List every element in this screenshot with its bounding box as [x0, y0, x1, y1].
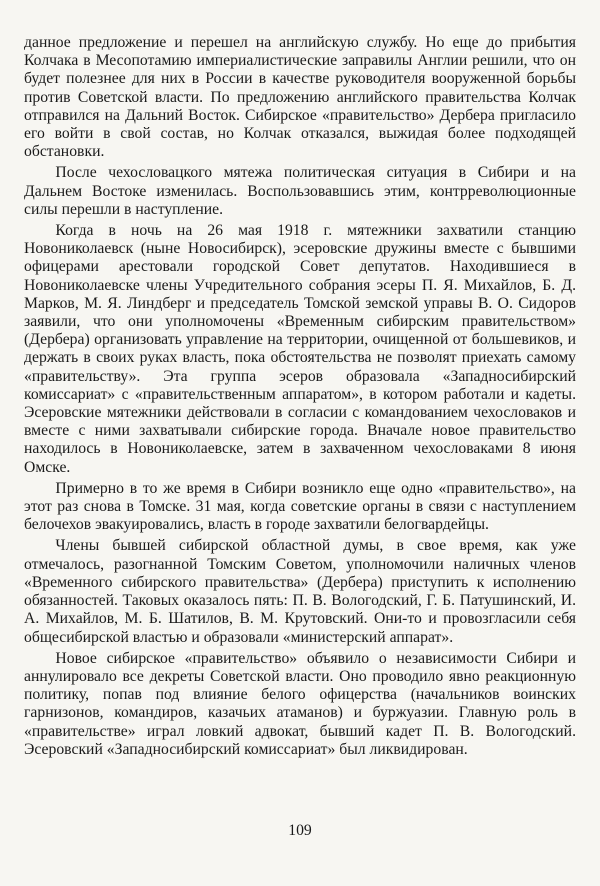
paragraph: Примерно в то же время в Сибири возникло еще одно «правительство», на этот раз снова в Томске. 31 мая, когда советские органы в связи с наступлением белочехов эвакуировались, власть в городе захватили белогвардейцы. — [24, 479, 576, 534]
paragraph: После чехословацкого мятежа политическая ситуация в Сибири и на Дальнем Востоке изменилась. Воспользовавшись этим, контрреволюционные силы перешли в наступление. — [24, 164, 576, 218]
page-text-block — [24, 34, 576, 762]
paragraph: Когда в ночь на 26 мая 1918 г. мятежники захватили станцию Новониколаевск (ныне Новосибирск), эсеровские дружины вместе с бывшими офицерами арестовали городской Совет депутатов. Находившиеся в Новониколаевске члены Учредительного собрания эсеры П. Я. Михайлов, Б. Д. Марков, М. Я. Линдберг и председатель Томской земской управы В. О. Сидоров заявили, что они уполномочены «Временным сибирским правительством» (Дербера) организовать управление на территории, очищенной от большевиков, и держать в своих руках власть, пока обстоятельства не позволят приехать самому «правительству». Эта группа эсеров образовала «Западносибирский комиссариат» с «правительственным аппаратом», в котором работали и кадеты. Эсеровские мятежники действовали в согласии с командованием чехословаков и вместе с ними захватывали сибирские города. Вначале новое правительство находилось в Новониколаевске, затем в захваченном чехословаками 8 июня Омске. — [24, 222, 576, 476]
paragraph: Члены бывшей сибирской областной думы, в свое время, как уже отмечалось, разогнанной Томским Советом, уполномочили наличных членов «Временного сибирского правительства» (Дербера) приступить к исполнению обязанностей. Таковых оказалось пять: П. В. Вологодский, Г. Б. Патушинский, И. А. Михайлов, М. Б. Шатилов, В. М. Крутовский. Они-то и провозгласили себя общесибирской властью и образовали «министерский аппарат». — [24, 537, 576, 646]
paragraph-continuation: данное предложение и перешел на английскую службу. Но еще до прибытия Колчака в Месопотамию империалистические заправилы Англии решили, что он будет полезнее для них в России в качестве руководителя вооруженной борьбы против Советской власти. По предложению английского правительства Колчак отправился на Дальний Восток. Сибирское «правительство» Дербера пригласило его войти в свой состав, но Колчак отказался, выжидая более подходящей обстановки. — [24, 34, 576, 161]
page-number: 109 — [288, 822, 312, 839]
paragraph: Новое сибирское «правительство» объявило о независимости Сибири и аннулировало все декреты Советской власти. Оно проводило явно реакционную политику, попав под влияние белого офицерства (начальников воинских гарнизонов, командиров, казачьих атаманов) и буржуазии. Главную роль в «правительстве» играл ловкий адвокат, бывший кадет П. В. Вологодский. Эсеровский «Западносибирский комиссариат» был ликвидирован. — [24, 649, 576, 758]
